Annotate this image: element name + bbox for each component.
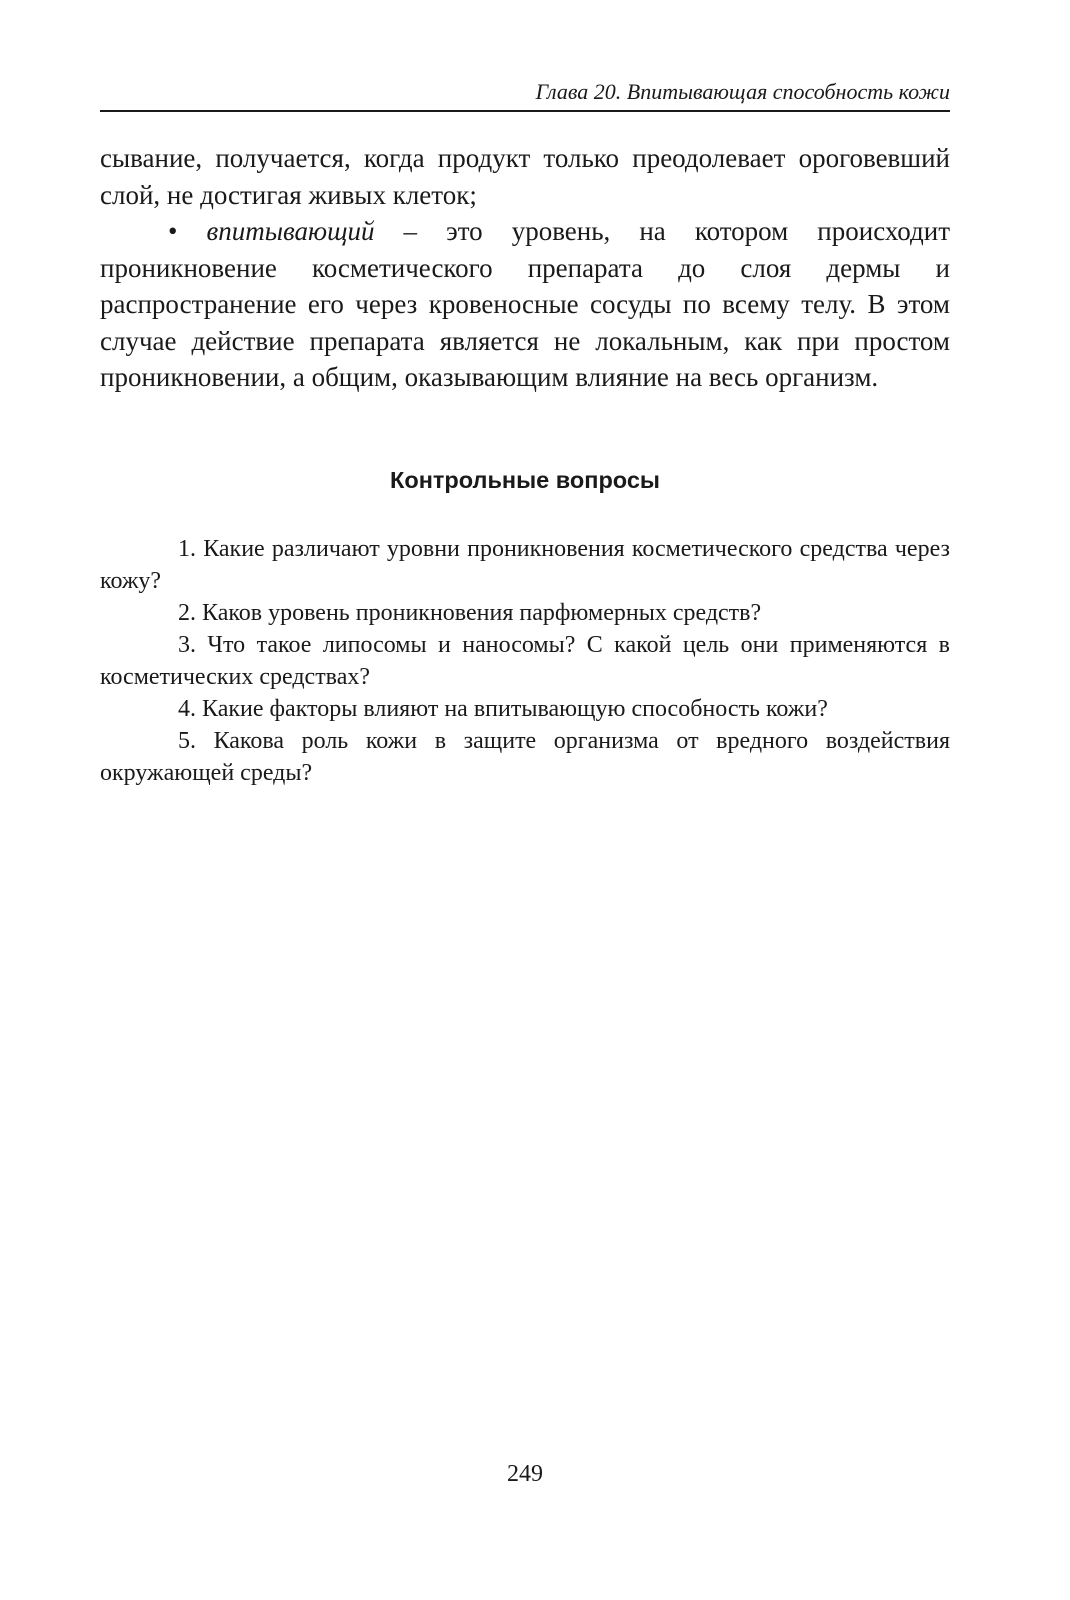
question-item: 1. Какие различают уровни проникновения косметического средства через кожу? [100, 536, 950, 594]
bullet-marker: • [168, 216, 178, 246]
bullet-term: впитывающий [206, 216, 375, 246]
page-number: 249 [507, 1461, 543, 1487]
question-item: 3. Что такое липосомы и наносомы? С какой цель они применяются в косметических средствах? [100, 632, 950, 690]
question-item: 5. Какова роль кожи в защите организма от вредного воздействия окружающей среды? [100, 728, 950, 786]
body-text [100, 140, 950, 396]
question-item: 2. Каков уровень проникновения парфюмерных средств? [178, 600, 762, 626]
running-head: Глава 20. Впитывающая способность кожи [535, 79, 950, 104]
section-heading: Контрольные вопросы [390, 467, 660, 493]
header-rule [100, 110, 950, 112]
bullet-paragraph [100, 213, 950, 396]
paragraph-continuation: сывание, получается, когда продукт только преодолевает ороговевший слой, не достигая живых клеток; [100, 143, 950, 210]
question-item: 4. Какие факторы влияют на впитывающую способность кожи? [178, 696, 828, 722]
questions-list [100, 533, 950, 789]
bullet-definition: – это уровень, на котором происходит проникновение косметического препарата до слоя дермы и распространение его через кровеносные сосуды по всему телу. В этом случае действие препарата является не локальным, как при простом проникновении, а общим, оказывающим влияние на весь организм. [100, 216, 950, 392]
